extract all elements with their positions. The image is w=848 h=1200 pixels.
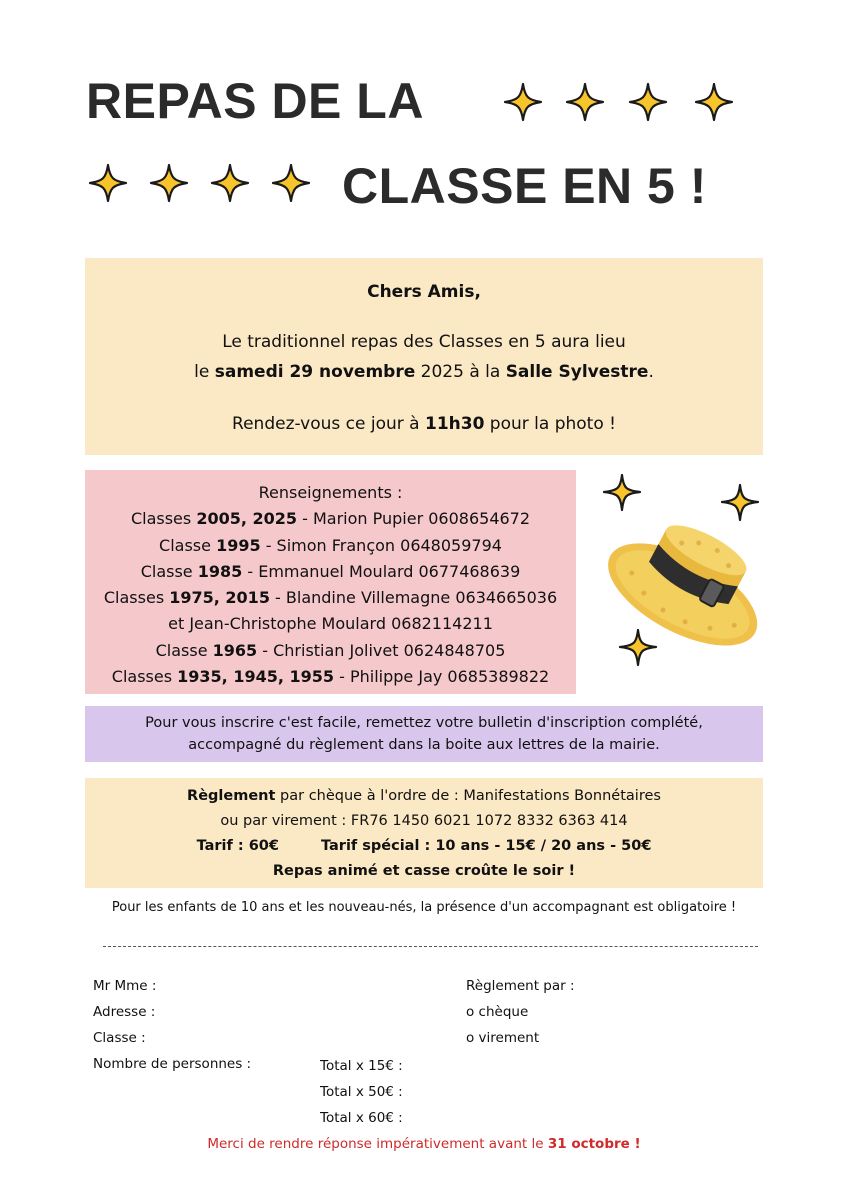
contact-row: Classes 1975, 2015 - Blandine Villemagne 0634665036 <box>103 588 558 608</box>
event-venue: Salle Sylvestre <box>505 362 649 382</box>
contact-row: Classe 1965 - Christian Jolivet 0624848705 <box>155 640 506 660</box>
sparkle-icon <box>149 163 189 203</box>
tarif-special: Tarif spécial : 10 ans - 15€ / 20 ans - 50€ <box>320 838 652 854</box>
title-line-1: REPAS DE LA <box>86 73 424 129</box>
contact-row: Classes 2005, 2025 - Marion Pupier 0608654672 <box>130 509 531 529</box>
inscription-line-1: Pour vous inscrire c'est facile, remettez votre bulletin d'inscription complété, <box>145 715 703 731</box>
form-total-60[interactable]: Total x 60€ : <box>320 1110 403 1126</box>
greeting: Chers Amis, <box>367 282 481 302</box>
contact-row: Classe 1995 - Simon Françon 0648059794 <box>159 535 502 555</box>
reglement-line-1: Règlement par chèque à l'ordre de : Manifestations Bonnétaires <box>187 788 661 804</box>
reglement-box <box>85 778 763 888</box>
contacts-box <box>85 470 576 694</box>
sparkle-icon <box>628 82 668 122</box>
form-total-50[interactable]: Total x 50€ : <box>320 1084 403 1100</box>
form-reglement-par: Règlement par : <box>466 978 575 994</box>
deadline-note: Merci de rendre réponse impérativement avant le 31 octobre ! <box>207 1136 641 1152</box>
children-note: Pour les enfants de 10 ans et les nouveau-nés, la présence d'un accompagnant est obligatoire ! <box>111 900 737 915</box>
form-mr-mme[interactable]: Mr Mme : <box>93 978 157 994</box>
form-nombre-personnes[interactable]: Nombre de personnes : <box>93 1056 252 1072</box>
contacts-heading: Renseignements : <box>258 483 403 502</box>
contact-row: Classe 1985 - Emmanuel Moulard 0677468639 <box>140 561 521 581</box>
intro-line-2: le samedi 29 novembre 2025 à la Salle Sylvestre. <box>194 362 654 382</box>
sparkle-icon <box>565 82 605 122</box>
title-line-2: CLASSE EN 5 ! <box>342 158 707 214</box>
form-adresse[interactable]: Adresse : <box>93 1004 156 1020</box>
straw-hat-illustration <box>590 470 770 680</box>
deadline-date: 31 octobre ! <box>547 1136 641 1152</box>
reglement-line-2: ou par virement : FR76 1450 6021 1072 8332 6363 414 <box>220 813 628 829</box>
cut-line <box>103 946 758 947</box>
inscription-box <box>85 706 763 762</box>
tarif: Tarif : 60€ <box>196 838 279 854</box>
sparkle-icon <box>271 163 311 203</box>
form-total-15[interactable]: Total x 15€ : <box>320 1058 403 1074</box>
animation-note: Repas animé et casse croûte le soir ! <box>272 863 576 879</box>
event-time: 11h30 <box>424 414 485 434</box>
contact-row: Classes 1935, 1945, 1955 - Philippe Jay 0685389822 <box>111 667 550 687</box>
sparkle-icon <box>88 163 128 203</box>
intro-line-1: Le traditionnel repas des Classes en 5 aura lieu <box>222 332 626 352</box>
sparkle-icon <box>694 82 734 122</box>
sparkle-icon <box>210 163 250 203</box>
contact-row: et Jean-Christophe Moulard 0682114211 <box>168 614 493 634</box>
intro-line-3: Rendez-vous ce jour à 11h30 pour la photo ! <box>232 414 616 434</box>
sparkle-icon <box>503 82 543 122</box>
event-date: samedi 29 novembre <box>214 362 416 382</box>
tarifs <box>85 834 763 859</box>
form-classe[interactable]: Classe : <box>93 1030 146 1046</box>
inscription-line-2: accompagné du règlement dans la boite aux lettres de la mairie. <box>188 737 660 753</box>
form-option-cheque[interactable]: o chèque <box>466 1004 529 1020</box>
intro-box <box>85 258 763 455</box>
form-option-virement[interactable]: o virement <box>466 1030 540 1046</box>
